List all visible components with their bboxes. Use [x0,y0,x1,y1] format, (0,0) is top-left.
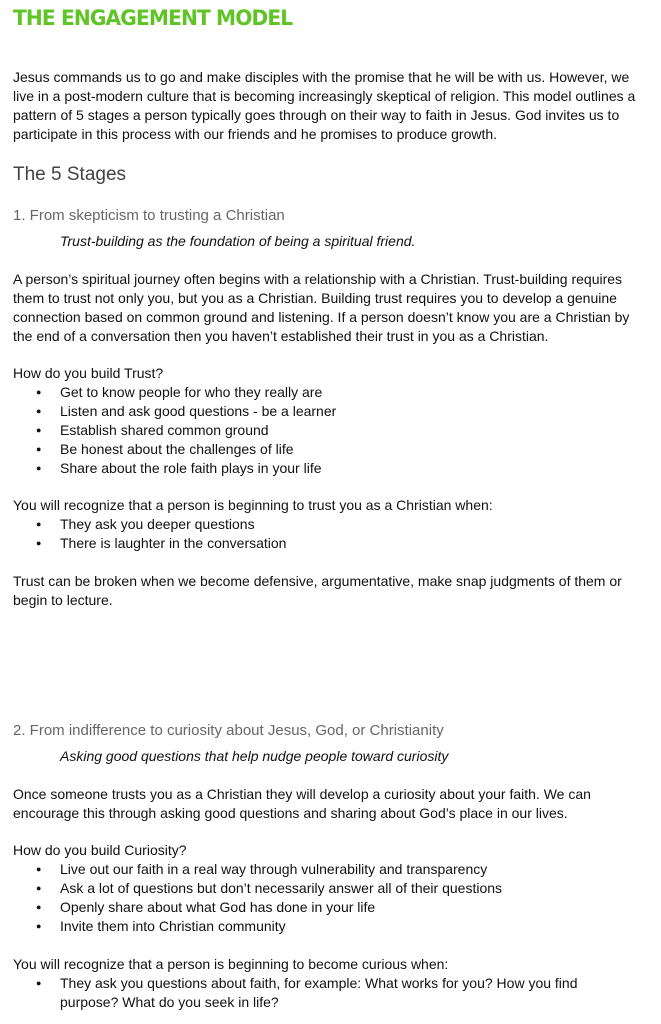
stage1-heading: 1. From skepticism to trusting a Christian [13,207,285,224]
stage1-build-list [36,383,636,478]
stage1-recognize-intro: You will recognize that a person is beginning to trust you as a Christian when: [13,497,493,513]
stages-heading: The 5 Stages [13,164,127,185]
stage1-build-question: How do you build Trust? [13,365,164,381]
list-item: ● Be honest about the challenges of life [36,440,636,459]
stage1-recognize-list [36,515,636,553]
document-title: THE ENGAGEMENT MODEL [13,6,293,30]
stage1-body: A person’s spiritual journey often begins with a relationship with a Christian. Trust-building requires them to trust not only you, but you as a Christian. Building trust requires you to develop a genuine connection based on common ground and listening. If a person doesn’t know you are a Christian by the end of a conversation then you haven’t established their trust in you as a Christian. [13,271,630,344]
intro-paragraph: Jesus commands us to go and make disciples with the promise that he will be with us. However, we live in a post-modern culture that is becoming increasingly skeptical of religion. This model outlines a pattern of 5 stages a person typically goes through on their way to faith in Jesus. God invites us to participate in this process with our friends and he promises to produce growth. [13,69,636,142]
stage2-recognize-intro: You will recognize that a person is beginning to become curious when: [13,956,449,972]
stage2-heading: 2. From indifference to curiosity about Jesus, God, or Christianity [13,722,444,739]
list-item: ● Ask a lot of questions but don’t necessarily answer all of their questions [36,879,636,898]
stage2-body: Once someone trusts you as a Christian they will develop a curiosity about your faith. We can encourage this through asking good questions and sharing about God’s place in our lives. [13,786,591,821]
stage2-recognize-list [36,974,636,1012]
list-item: ● Establish shared common ground [36,421,636,440]
stage2-build-list [36,860,636,936]
list-item: ● Get to know people for who they really are [36,383,636,402]
stage1-warning: Trust can be broken when we become defensive, argumentative, make snap judgments of them or begin to lecture. [13,573,622,608]
list-item: ● They ask you deeper questions [36,515,636,534]
stage2-build-question: How do you build Curiosity? [13,842,187,858]
list-item: ● Openly share about what God has done in your life [36,898,636,917]
list-item: ● Invite them into Christian community [36,917,636,936]
list-item: ● Listen and ask good questions - be a learner [36,402,636,421]
list-item: ● There is laughter in the conversation [36,534,636,553]
stage2-subtitle: Asking good questions that help nudge people toward curiosity [60,748,449,764]
stage1-subtitle: Trust-building as the foundation of being a spiritual friend. [60,233,416,249]
list-item: ● They ask you questions about faith, for example: What works for you? How you find purpose? What do you seek in life? [36,974,636,1012]
list-item: ● Live out our faith in a real way through vulnerability and transparency [36,860,636,879]
list-item: ● Share about the role faith plays in your life [36,459,636,478]
